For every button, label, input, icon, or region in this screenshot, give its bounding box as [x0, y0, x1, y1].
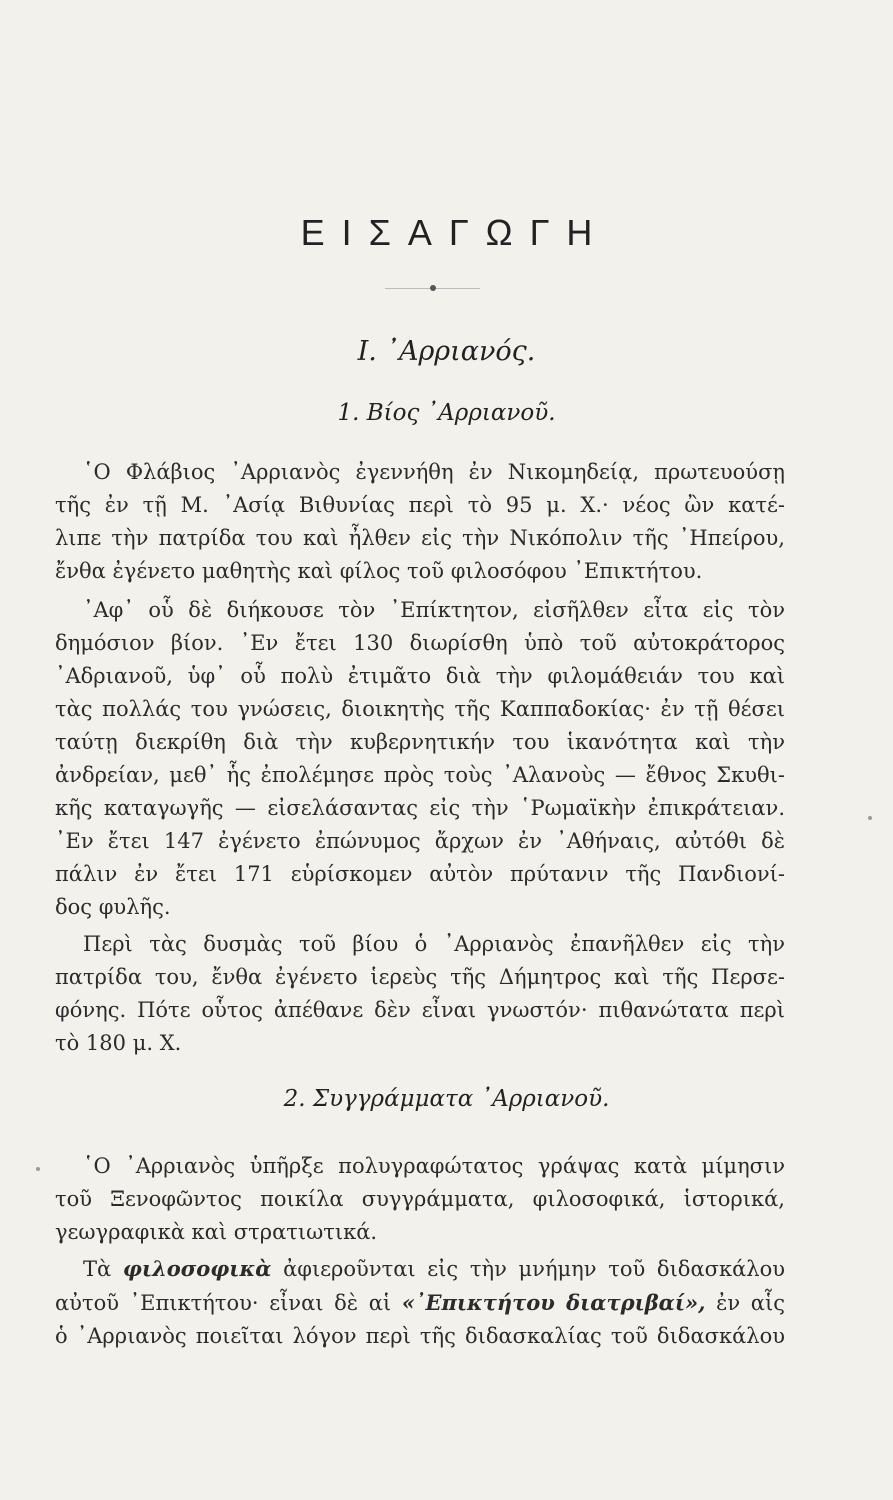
subsection-title-life: 1. Βίος ᾿Αρριανοῦ. [337, 400, 556, 426]
text-line: ᾿Αφ᾿ οὗ δὲ διήκουσε τὸν ᾿Επίκτητον, εἰσῆλθεν εἶτα εἰς τὸν [83, 598, 785, 622]
text-line [55, 1252, 785, 1286]
text-fragment: ἀφιεροῦνται εἰς τὴν μνήμην τοῦ διδασκάλου [283, 1257, 785, 1281]
emphasis-term: φιλοσοφικὰ [122, 1256, 272, 1281]
chapter-heading: ΕΙΣΑΓΩΓΗ [300, 212, 610, 253]
text-line: Περὶ τὰς δυσμὰς τοῦ βίου ὁ ᾿Αρριανὸς ἐπανῆλθεν εἰς τὴν [83, 932, 785, 956]
subsection-title-writings: 2. Συγγράμματα ᾿Αρριανοῦ. [283, 1086, 610, 1112]
text-line: ἔνθα ἐγένετο μαθητὴς καὶ φίλος τοῦ φιλοσόφου ᾿Επικτήτου. [55, 559, 703, 583]
text-line: τὸ 180 μ. Χ. [55, 1031, 182, 1055]
text-line: ῾Ο ᾿Αρριανὸς ὑπῆρξε πολυγραφώτατος γράψας κατὰ μίμησιν [83, 1154, 785, 1178]
text-line: ταύτῃ διεκρίθη διὰ τὴν κυβερνητικήν του ἱκανότητα καὶ τὴν [55, 730, 785, 754]
paragraph-5 [55, 1252, 785, 1353]
margin-speck [36, 1167, 40, 1171]
text-line: γεωγραφικὰ καὶ στρατιωτικά. [55, 1220, 378, 1244]
text-line: λιπε τὴν πατρίδα του καὶ ἦλθεν εἰς τὴν Νικόπολιν τῆς ᾿Ηπείρου, [55, 526, 785, 550]
paragraph-2 [55, 594, 785, 924]
text-line: πάλιν ἐν ἔτει 171 εὑρίσκομεν αὐτὸν πρύτανιν τῆς Πανδιονί- [55, 862, 785, 886]
paragraph-3 [55, 928, 785, 1060]
text-line [55, 1286, 785, 1320]
text-fragment: Τὰ [83, 1257, 112, 1281]
text-line: δος φυλῆς. [55, 895, 171, 919]
text-line: τὰς πολλάς του γνώσεις, διοικητὴς τῆς Καππαδοκίας· ἐν τῇ θέσει [55, 697, 785, 721]
heading-ornament-dot [430, 285, 436, 291]
text-line: φόνης. Πότε οὗτος ἀπέθανε δὲν εἶναι γνωστόν· πιθανώτατα περὶ [55, 998, 785, 1022]
paragraph-4 [55, 1150, 785, 1249]
text-line: τοῦ Ξενοφῶντος ποικίλα συγγράμματα, φιλοσοφικά, ἱστορικά, [55, 1187, 785, 1211]
text-fragment: ἐν αἷς [716, 1291, 785, 1315]
text-line: ὁ ᾿Αρριανὸς ποιεῖται λόγον περὶ τῆς διδασκαλίας τοῦ διδασκάλου [55, 1324, 785, 1348]
text-line: δημόσιον βίον. ᾿Εν ἔτει 130 διωρίσθη ὑπὸ τοῦ αὐτοκράτορος [55, 631, 785, 655]
section-title: I. ᾿Αρριανός. [357, 336, 536, 367]
text-line: ᾿Αδριανοῦ, ὑφ᾿ οὗ πολὺ ἐτιμᾶτο διὰ τὴν φιλομάθειάν του καὶ [55, 664, 785, 688]
text-line: ἀνδρείαν, μεθ᾿ ἧς ἐπολέμησε πρὸς τοὺς ᾿Αλανοὺς — ἔθνος Σκυθι- [55, 763, 785, 787]
text-line: τῆς ἐν τῇ Μ. ᾿Ασίᾳ Βιθυνίας περὶ τὸ 95 μ. Χ.· νέος ὢν κατέ- [55, 493, 785, 517]
margin-speck [868, 816, 872, 820]
text-line: πατρίδα του, ἔνθα ἐγένετο ἱερεὺς τῆς Δήμητρος καὶ τῆς Περσε- [55, 965, 785, 989]
text-line: ῾Ο Φλάβιος ᾿Αρριανὸς ἐγεννήθη ἐν Νικομηδείᾳ, πρωτευούσῃ [83, 460, 785, 484]
text-line: ᾿Εν ἔτει 147 ἐγένετο ἐπώνυμος ἄρχων ἐν ᾿Αθήναις, αὐτόθι δὲ [55, 829, 785, 853]
text-line: κῆς καταγωγῆς — εἰσελάσαντας εἰς τὴν ῾Ρωμαϊκὴν ἐπικράτειαν. [55, 796, 785, 820]
emphasis-title: «᾿Επικτήτου διατριβαί», [401, 1290, 706, 1315]
paragraph-1 [55, 456, 785, 588]
text-fragment: αὐτοῦ ᾿Επικτήτου· εἶναι δὲ αἱ [55, 1291, 392, 1315]
